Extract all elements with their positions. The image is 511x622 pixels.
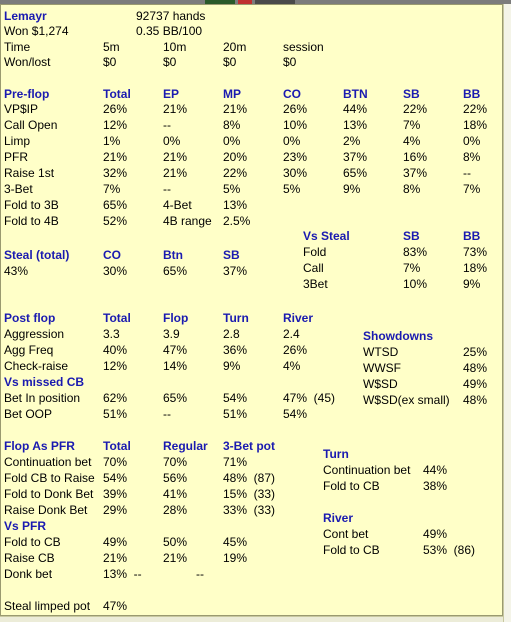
river-row-label: Fold to CB bbox=[323, 543, 380, 557]
time-col: 20m bbox=[223, 40, 247, 54]
preflop-cell: 8% bbox=[223, 118, 241, 132]
preflop-cell: 7% bbox=[403, 118, 421, 132]
showdowns-title: Showdowns bbox=[363, 329, 433, 343]
turn-value: 38% bbox=[423, 479, 448, 493]
four-bet-range-label: 4B range bbox=[163, 214, 212, 228]
postflop-title: Post flop bbox=[4, 311, 56, 325]
showdown-label: W$SD bbox=[363, 377, 398, 391]
flop-pfr-cell: 70% bbox=[163, 455, 188, 469]
vs-pfr-cell: 49% bbox=[103, 535, 128, 549]
preflop-cell: 10% bbox=[283, 118, 308, 132]
postflop-col-header: Total bbox=[103, 311, 131, 325]
hands-count: 92737 hands bbox=[136, 9, 206, 23]
turn-title: Turn bbox=[323, 447, 349, 461]
vs-pfr-row-label: Raise CB bbox=[4, 551, 55, 565]
missed-cb-cell: -- bbox=[163, 407, 171, 421]
wonlost-value: $0 bbox=[103, 55, 117, 69]
postflop-cell: 3.3 bbox=[103, 327, 120, 341]
flop-pfr-cell: 29% bbox=[103, 503, 128, 517]
flop-pfr-cell: 70% bbox=[103, 455, 128, 469]
flop-pfr-row-label: Raise Donk Bet bbox=[4, 503, 88, 517]
wonlost-label: Won/lost bbox=[4, 55, 51, 69]
preflop-row-label: Limp bbox=[4, 134, 31, 148]
postflop-cell: 40% bbox=[103, 343, 128, 357]
preflop-cell: 8% bbox=[403, 182, 421, 196]
flop-pfr-cell: 56% bbox=[163, 471, 188, 485]
fold-to-3b-label: Fold to 3B bbox=[4, 198, 59, 212]
preflop-col-header: Total bbox=[103, 87, 131, 101]
vs-pfr-row-label: Fold to CB bbox=[4, 535, 61, 549]
missed-cb-cell: 65% bbox=[163, 391, 188, 405]
missed-cb-cell: 54% bbox=[223, 391, 248, 405]
preflop-cell: 9% bbox=[343, 182, 361, 196]
preflop-cell: 2% bbox=[343, 134, 361, 148]
vs-pfr-cell: 50% bbox=[163, 535, 188, 549]
wonlost-value: $0 bbox=[163, 55, 177, 69]
preflop-cell: 5% bbox=[223, 182, 241, 196]
river-value: 53% (86) bbox=[423, 543, 476, 557]
preflop-cell: 16% bbox=[403, 150, 428, 164]
preflop-cell: 32% bbox=[103, 166, 128, 180]
flop-pfr-cell: 71% bbox=[223, 455, 248, 469]
flop-pfr-cell: 54% bbox=[103, 471, 128, 485]
wonlost-value: $0 bbox=[223, 55, 237, 69]
preflop-cell: 18% bbox=[463, 118, 488, 132]
preflop-cell: 21% bbox=[223, 102, 248, 116]
preflop-cell: 21% bbox=[163, 102, 188, 116]
four-bet-label: 4-Bet bbox=[163, 198, 192, 212]
postflop-row-label: Aggression bbox=[4, 327, 65, 341]
preflop-row-label: PFR bbox=[4, 150, 28, 164]
missed-cb-cell: 47% (45) bbox=[283, 391, 336, 405]
river-row-label: Cont bet bbox=[323, 527, 369, 541]
vs-pfr-cell: 21% bbox=[163, 551, 188, 565]
bb-per-100: 0.35 BB/100 bbox=[136, 24, 203, 38]
preflop-cell: 5% bbox=[283, 182, 301, 196]
flop-pfr-cell: 48% (87) bbox=[223, 471, 276, 485]
preflop-cell: 65% bbox=[343, 166, 368, 180]
flop-pfr-cell: 41% bbox=[163, 487, 188, 501]
steal-cell: 37% bbox=[223, 264, 248, 278]
preflop-cell: 0% bbox=[463, 134, 481, 148]
preflop-row-label: Call Open bbox=[4, 118, 58, 132]
preflop-cell: 7% bbox=[463, 182, 481, 196]
preflop-cell: 22% bbox=[223, 166, 248, 180]
vs-pfr-cell: 45% bbox=[223, 535, 248, 549]
time-col: 10m bbox=[163, 40, 187, 54]
postflop-col-header: Flop bbox=[163, 311, 189, 325]
missed-cb-row-label: Bet OOP bbox=[4, 407, 53, 421]
postflop-cell: 3.9 bbox=[163, 327, 180, 341]
missed-cb-cell: 54% bbox=[283, 407, 308, 421]
turn-row-label: Fold to CB bbox=[323, 479, 380, 493]
vs-pfr-cell: 21% bbox=[103, 551, 128, 565]
vs-steal-cell: 9% bbox=[463, 277, 481, 291]
showdown-value: 25% bbox=[463, 345, 488, 359]
steal-total-title: Steal (total) bbox=[4, 248, 70, 262]
postflop-cell: 9% bbox=[223, 359, 241, 373]
vs-steal-row-label: Call bbox=[303, 261, 324, 275]
steal-cell: 30% bbox=[103, 264, 128, 278]
vs-steal-row-label: Fold bbox=[303, 245, 327, 259]
fold-to-4b-label: Fold to 4B bbox=[4, 214, 59, 228]
preflop-cell: 26% bbox=[103, 102, 128, 116]
vs-missed-cb-title: Vs missed CB bbox=[4, 375, 85, 389]
wonlost-value: $0 bbox=[283, 55, 297, 69]
preflop-cell: 20% bbox=[223, 150, 248, 164]
postflop-cell: 47% bbox=[163, 343, 188, 357]
showdown-label: WTSD bbox=[363, 345, 399, 359]
preflop-cell: 22% bbox=[463, 102, 488, 116]
steal-cell: 65% bbox=[163, 264, 188, 278]
preflop-cell: 44% bbox=[343, 102, 368, 116]
turn-row-label: Continuation bet bbox=[323, 463, 411, 477]
preflop-cell: 22% bbox=[403, 102, 428, 116]
missed-cb-row-label: Bet In position bbox=[4, 391, 81, 405]
flop-pfr-col-header: 3-Bet pot bbox=[223, 439, 275, 453]
postflop-col-header: Turn bbox=[223, 311, 249, 325]
postflop-cell: 36% bbox=[223, 343, 248, 357]
steal-total-value: 43% bbox=[4, 264, 29, 278]
steal-col-header: CO bbox=[103, 248, 121, 262]
missed-cb-cell: 51% bbox=[103, 407, 128, 421]
postflop-cell: 14% bbox=[163, 359, 188, 373]
preflop-cell: 13% bbox=[343, 118, 368, 132]
vs-steal-cell: 10% bbox=[403, 277, 428, 291]
preflop-cell: -- bbox=[463, 166, 471, 180]
vs-pfr-cell: 13% -- bbox=[103, 567, 142, 581]
preflop-cell: 7% bbox=[103, 182, 121, 196]
horizontal-scrollbar[interactable] bbox=[0, 616, 503, 622]
vs-pfr-cell: 19% bbox=[223, 551, 248, 565]
preflop-cell: 26% bbox=[283, 102, 308, 116]
preflop-title: Pre-flop bbox=[4, 87, 50, 101]
vs-steal-col-header: SB bbox=[403, 229, 420, 243]
steal-col-header: Btn bbox=[163, 248, 183, 262]
steal-limped-value: 47% bbox=[103, 599, 128, 613]
time-label: Time bbox=[4, 40, 31, 54]
missed-cb-cell: 51% bbox=[223, 407, 248, 421]
fold-to-3b-value: 65% bbox=[103, 198, 128, 212]
postflop-cell: 2.8 bbox=[223, 327, 240, 341]
preflop-cell: -- bbox=[163, 182, 171, 196]
player-name: Lemayr bbox=[4, 9, 47, 23]
stats-popup-panel bbox=[0, 4, 503, 616]
vs-pfr-title: Vs PFR bbox=[4, 519, 47, 533]
preflop-row-label: VP$IP bbox=[4, 102, 39, 116]
preflop-cell: 0% bbox=[163, 134, 181, 148]
time-col: session bbox=[283, 40, 324, 54]
vs-steal-cell: 83% bbox=[403, 245, 428, 259]
won-amount: Won $1,274 bbox=[4, 24, 69, 38]
postflop-row-label: Agg Freq bbox=[4, 343, 54, 357]
four-bet-range-value: 2.5% bbox=[223, 214, 251, 228]
vertical-scrollbar[interactable] bbox=[503, 4, 511, 622]
postflop-cell: 2.4 bbox=[283, 327, 300, 341]
vs-steal-cell: 73% bbox=[463, 245, 488, 259]
flop-pfr-cell: 39% bbox=[103, 487, 128, 501]
preflop-col-header: BB bbox=[463, 87, 481, 101]
river-value: 49% bbox=[423, 527, 448, 541]
showdown-value: 48% bbox=[463, 393, 488, 407]
river-title: River bbox=[323, 511, 354, 525]
preflop-col-header: BTN bbox=[343, 87, 368, 101]
postflop-cell: 12% bbox=[103, 359, 128, 373]
flop-pfr-row-label: Continuation bet bbox=[4, 455, 92, 469]
postflop-row-label: Check-raise bbox=[4, 359, 69, 373]
missed-cb-cell: 62% bbox=[103, 391, 128, 405]
preflop-cell: 30% bbox=[283, 166, 308, 180]
flop-pfr-row-label: Fold to Donk Bet bbox=[4, 487, 94, 501]
preflop-cell: 37% bbox=[343, 150, 368, 164]
preflop-cell: 8% bbox=[463, 150, 481, 164]
preflop-cell: 23% bbox=[283, 150, 308, 164]
preflop-cell: 12% bbox=[103, 118, 128, 132]
vs-pfr-cell: -- bbox=[196, 567, 204, 581]
preflop-col-header: MP bbox=[223, 87, 241, 101]
flop-pfr-cell: 15% (33) bbox=[223, 487, 276, 501]
postflop-col-header: River bbox=[283, 311, 314, 325]
preflop-cell: 1% bbox=[103, 134, 121, 148]
postflop-cell: 26% bbox=[283, 343, 308, 357]
preflop-cell: 0% bbox=[223, 134, 241, 148]
showdown-label: WWSF bbox=[363, 361, 401, 375]
preflop-col-header: SB bbox=[403, 87, 420, 101]
postflop-cell: 4% bbox=[283, 359, 301, 373]
fold-to-4b-value: 52% bbox=[103, 214, 128, 228]
preflop-cell: 21% bbox=[103, 150, 128, 164]
preflop-cell: 21% bbox=[163, 150, 188, 164]
flop-pfr-col-header: Regular bbox=[163, 439, 208, 453]
preflop-row-label: Raise 1st bbox=[4, 166, 55, 180]
flop-pfr-cell: 28% bbox=[163, 503, 188, 517]
time-col: 5m bbox=[103, 40, 120, 54]
vs-steal-col-header: BB bbox=[463, 229, 481, 243]
vs-steal-row-label: 3Bet bbox=[303, 277, 328, 291]
preflop-col-header: CO bbox=[283, 87, 301, 101]
flop-pfr-cell: 33% (33) bbox=[223, 503, 276, 517]
preflop-cell: -- bbox=[163, 118, 171, 132]
showdown-value: 48% bbox=[463, 361, 488, 375]
showdown-label: W$SD(ex small) bbox=[363, 393, 450, 407]
vs-pfr-row-label: Donk bet bbox=[4, 567, 53, 581]
turn-value: 44% bbox=[423, 463, 448, 477]
flop-as-pfr-title: Flop As PFR bbox=[4, 439, 75, 453]
vs-steal-title: Vs Steal bbox=[303, 229, 350, 243]
showdown-value: 49% bbox=[463, 377, 488, 391]
preflop-cell: 37% bbox=[403, 166, 428, 180]
flop-pfr-row-label: Fold CB to Raise bbox=[4, 471, 95, 485]
preflop-cell: 0% bbox=[283, 134, 301, 148]
preflop-row-label: 3-Bet bbox=[4, 182, 33, 196]
steal-col-header: SB bbox=[223, 248, 240, 262]
steal-limped-label: Steal limped pot bbox=[4, 599, 91, 613]
preflop-col-header: EP bbox=[163, 87, 180, 101]
flop-pfr-col-header: Total bbox=[103, 439, 131, 453]
vs-steal-cell: 7% bbox=[403, 261, 421, 275]
preflop-cell: 21% bbox=[163, 166, 188, 180]
vs-steal-cell: 18% bbox=[463, 261, 488, 275]
four-bet-value: 13% bbox=[223, 198, 248, 212]
preflop-cell: 4% bbox=[403, 134, 421, 148]
